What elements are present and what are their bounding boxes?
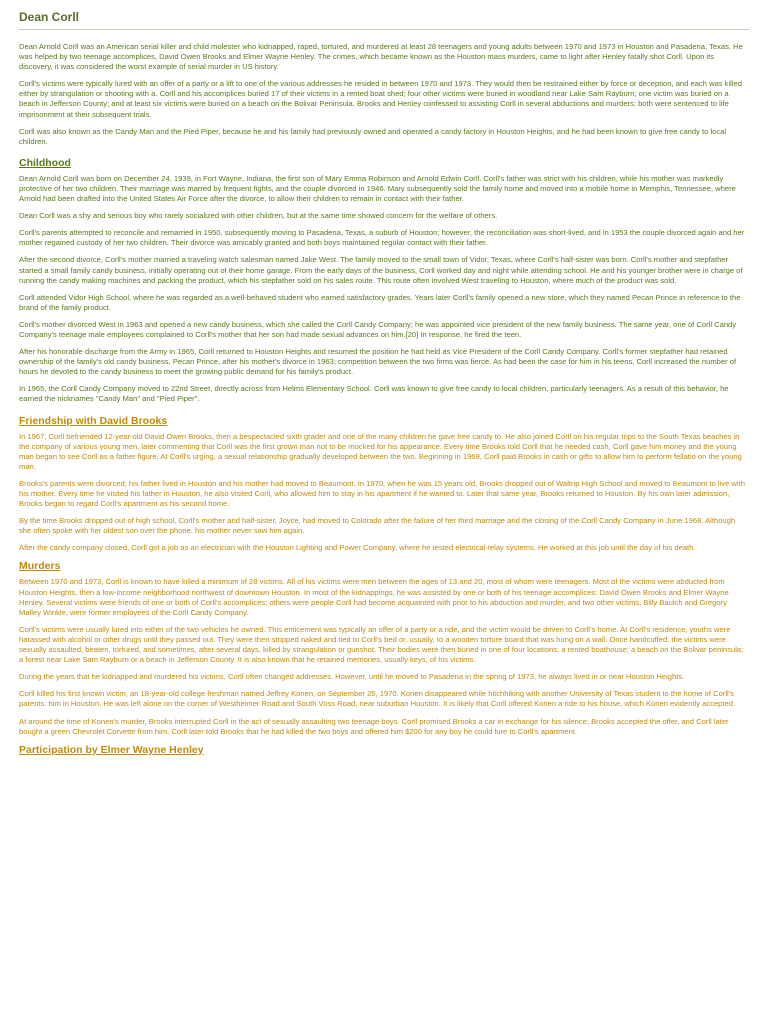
paragraph: Corll killed his first known victim, an 18-year-old college freshman named Jeffrey Konen, on September 25, 1970. Konen disappeared while hitchhiking with another University of Texas student to the home of Corll's parents. him in Houston. He was left alone on the corner of Westheimer Road and South Voss Road, near suburban Houston. It is likely that Corll offered Konen a ride to his house, which Konen evidently accepted.: [19, 689, 736, 709]
paragraph: After his honorable discharge from the Army in 1965, Corll returned to Houston Heights and resumed the position he had held as Vice President of the Corll Candy Company. Corll's former stepfather had retained ownership of the family's old candy business, Pecan Prince, after his mother's divorce in 1963; competition between the two firms was fierce. As had been the case for him in his teens, Corll increased the number of hours he devoted to the candy business to meet the growing public demand for his family's product.: [19, 347, 737, 377]
childhood-section: [19, 157, 749, 405]
murders-section: [19, 560, 749, 736]
paragraph: Corll's victims were usually lured into either of the two vehicles he owned. This enticement was typically an offer of a party or a ride, and the victim would be driven to Corll's home. At Corll's residence, youths were harassed with alcohol or other drugs until they passed out. They were then stripped naked and tied to Corll's bed or, usually, to a wooden torture board that was hung on a wall. Once handcuffed, the victims were sexually assaulted, beaten, tortured, and sometimes, after several days, killed by strangulation or gunshot. Their bodies were then buried in one of four locations: a rented boathouse; a beach on the Bolivar peninsula; a forest near Lake Sam Rayburn or a beach in Jefferson County. It is also known that he retained memories, usually keys, of his victims.: [19, 624, 744, 665]
paragraph: Dean Corll was a shy and serious boy who rarely socialized with other children, but at the same time showed concern for the welfare of others.: [19, 211, 498, 221]
section-heading-childhood: Childhood: [19, 156, 71, 169]
paragraph: Between 1970 and 1973, Corll is known to have killed a minimum of 28 victims. All of his victims were men between the ages of 13 and 20, most of whom were teenagers. Most of the victims were abducted from Houston Heights, then a low-income neighborhood northwest of downtown Houston. In most of the kidnappings, he was assisted by one or both of his teenage accomplices: David Owen Brooks and Elmer Wayne Henley. Several victims were friends of one or both of Corll's accomplices; others were people Corll had become acquainted with prior to his abduction and murder, and two other victims, Billy Baulch and Gregory Malley Winkle, were former employees of the Corll Candy Company.: [19, 577, 729, 617]
paragraph: Corll attended Vidor High School, where he was regarded as a well-behaved student who earned satisfactory grades. Years later Corll's family opened a new store, which they named Pecan Prince in reference to the brand of the family product.: [19, 292, 741, 312]
paragraph: By the time Brooks dropped out of high school, Corll's mother and half-sister, Joyce, had moved to Colorado after the failure of her third marriage and the closing of the Corll Candy Company in June 1968. Although she often spoke with her oldest son over the phone, his mother never saw him again.: [19, 516, 736, 536]
paragraph: Corll's mother divorced West in 1963 and opened a new candy business, which she called the Corll Candy Company; he was appointed vice president of the new family business. The same year, one of Corll Candy Company's teenage male employees complained to Corll's mother that her son had made sexual advances on him.[20] In response, he fired the teen.: [19, 319, 737, 339]
paragraph: Dean Arnold Corll was an American serial killer and child molester who kidnapped, raped, tortured, and murdered at least 28 teenagers and young adults between 1970 and 1973 in Houston and Pasadena, Texas. He was helped by two teenage accomplices, David Owen Brooks and Elmer Wayne Henley. The crimes, which became known as the Houston mass murders, came to light after Henley fatally shot Corll. Upon its discovery, it was considered the worst example of serial murder in US history.: [19, 42, 743, 72]
paragraph: Dean Arnold Corll was born on December 24, 1939, in Fort Wayne, Indiana, the first son of Mary Emma Robinson and Arnold Edwin Corll. Corll's father was strict with his children, while his mother was markedly protective of her two children. Their marriage was marred by frequent fights, and the couple divorced in 1946. Mary subsequently sold the family home and moved into a mobile home in Memphis, Tennessee, where Arnold had been drafted into the United States Air Force after the divorce, to allow their children to remain in contact with their father.: [19, 173, 736, 204]
section-heading-participation: Participation by Elmer Wayne Henley: [19, 743, 204, 756]
paragraph: Corll's victims were typically lured with an offer of a party or a lift to one of the various addresses he resided in between 1970 and 1973. They would then be restrained either by force or deception, and each was killed either by strangulation or shooting with a. Corll and his accomplices buried 17 of their victims in a rented boat shed; four other victims were buried in woodland near Lake Sam Rayburn; one victim was buried on a beach in Jefferson County; and at least six victims were buried on a beach on the Bolivar Peninsula. Brooks and Henley confessed to assisting Corll in several abductions and murders; both were sentenced to life imprisonment at their subsequent trials.: [19, 79, 742, 119]
paragraph: In 1965, the Corll Candy Company moved to 22nd Street, directly across from Helms Elementary School. Corll was known to give free candy to local children, particularly teenagers. As a result of this behavior, he earned the nicknames "Candy Man" and "Pied Piper".: [19, 384, 729, 404]
paragraph: After the candy company closed, Corll got a job as an electrician with the Houston Lighting and Power Company, where he tested electrical relay systems. He worked at this job until the day of his death.: [19, 543, 696, 553]
paragraph: Corll's parents attempted to reconcile and remarried in 1950, subsequently moving to Pasadena, Texas, a suburb of Houston; however, the reconciliation was short-lived, and in 1953 the couple divorced again and her mother regained custody of her two children. Their divorce was amicably granted and both boys maintained regular contact with their father.: [19, 228, 745, 248]
document-title: Dean Corll: [19, 10, 749, 30]
paragraph: In 1967, Corll befriended 12-year-old David Owen Brooks, then a bespectacled sixth grader and one of the many children he gave free candy to. He also joined Corll on his regular trips to the South Texas beaches in the company of various young men, later commenting that Corll was the first grown man not to be mocked for his appearance. Every time Brooks told Corll that he needed cash, Corll gave him money and the young man began to see Corll as a father figure. At Corll's urging, a sexual relationship gradually developed between the two. Beginning in 1969, Corll paid Brooks in cash or gifts to allow him to perform fellatio on the young man.: [19, 431, 742, 471]
paragraph: Brooks's parents were divorced; his father lived in Houston and his mother had moved to Beaumont. In 1970, when he was 15 years old, Brooks dropped out of Waltrip High School and moved to Beaumont to live with his mother. Every time he visited his father in Houston, he also visited Corll, who allowed him to stay in his apartment if he wanted to. Later that same year, Brooks returned to Houston. By his own later admission, Brooks began to regard Corll's apartment as his second home.: [19, 478, 745, 509]
section-heading-friendship: Friendship with David Brooks: [19, 414, 168, 427]
intro-section: [19, 42, 749, 147]
section-heading-murders: Murders: [19, 560, 61, 573]
paragraph: Corll was also known as the Candy Man and the Pied Piper, because he and his family had previously owned and operated a candy factory in Houston Heights, and he had been known to give free candy to local children.: [19, 126, 727, 146]
paragraph: At around the time of Konen's murder, Brooks interrupted Corll in the act of sexually assaulting two teenage boys. Corll promised Brooks a car in exchange for his silence; Brooks accepted the offer, and Corll later bought a green Chevrolet Corvette from him. Corll later told Brooks that he had killed the two boys and offered him $200 for any boy he could lure to Corll's apartment.: [19, 716, 729, 736]
paragraph: After the second divorce, Corll's mother married a traveling watch salesman named Jake West. The family moved to the small town of Vidor, Texas, where Corll's half-sister was born. Corll's mother and stepfather started a small family candy business, initially operating out of their home garage. From the early days of the business, Corll worked day and night while attending school. He and his younger brother were in charge of running the candy making machines and packing the product, which his stepfather sold on his sales route. This route often involved West traveling to Houston, where much of the product was sold.: [19, 255, 743, 285]
participation-section: [19, 744, 749, 756]
paragraph: During the years that he kidnapped and murdered his victims, Corll often changed addresses. However, until he moved to Pasadena in the spring of 1973, he always lived in or near Houston Heights.: [19, 672, 685, 682]
friendship-section: [19, 415, 749, 554]
